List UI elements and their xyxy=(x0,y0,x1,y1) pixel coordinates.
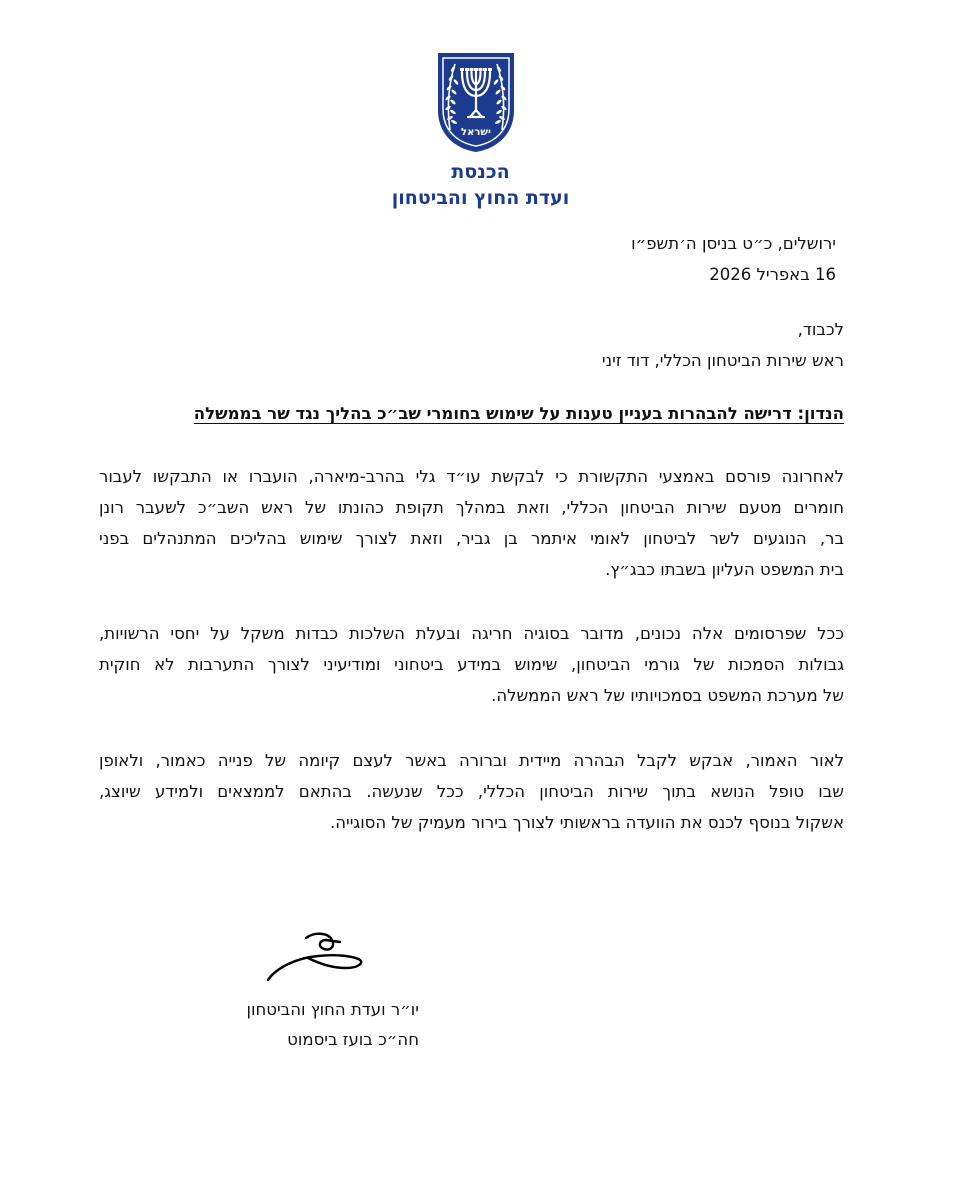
paragraph-line: חומרים מטעם שירות הביטחון הכללי, וזאת במהלך תקופת כהונתו של ראש השב״כ לשעבר רונן xyxy=(99,498,844,517)
committee-name: ועדת החוץ והביטחון xyxy=(391,187,570,209)
state-emblem-icon xyxy=(435,50,517,154)
signer-title: יו״ר ועדת החוץ והביטחון xyxy=(246,1000,419,1019)
hebrew-date: ירושלים, כ״ט בניסן ה׳תשפ״ו xyxy=(631,234,836,253)
signer-name: חה״כ בועז ביסמוט xyxy=(287,1030,419,1049)
paragraph-1 xyxy=(99,461,844,585)
recipient-name: ראש שירות הביטחון הכללי, דוד זיני xyxy=(601,351,844,370)
paragraph-line: בר, הנוגעים לשר לביטחון לאומי איתמר בן גביר, וזאת לצורך שימוש בהליכים המתנהלים בפני xyxy=(99,529,844,548)
subject-line: הנדון: דרישה להבהרות בעניין טענות על שימוש בחומרי שב״כ בהליך נגד שר בממשלה xyxy=(193,404,844,423)
signature-block xyxy=(119,995,419,1055)
paragraph-line: לאחרונה פורסם באמצעי התקשורת כי לבקשת עו״ד גלי בהרב-מיארה, הועברו או התבקשו לעבור xyxy=(99,467,844,486)
paragraph-3 xyxy=(99,745,844,838)
paragraph-2 xyxy=(99,618,844,711)
org-name: הכנסת xyxy=(451,161,510,183)
paragraph-line: של מערכת המשפט בסמכויותיו של ראש הממשלה. xyxy=(491,686,844,705)
paragraph-line: ככל שפרסומים אלה נכונים, מדובר בסוגיה חריגה ובעלת השלכות כבדות משקל על יחסי הרשויות, xyxy=(99,624,844,643)
paragraph-line: בית המשפט העליון בשבתו כבג״ץ. xyxy=(605,560,844,579)
paragraph-line: גבולות הסמכות של גורמי הביטחון, שימוש במידע ביטחוני ומודיעיני לצורך התערבות לא חוקית xyxy=(99,655,844,674)
paragraph-line: שבו טופל הנושא בתוך שירות הביטחון הכללי, ככל שנעשה. בהתאם לממצאים ולמידע שיוצג, xyxy=(99,782,844,801)
paragraph-line: לאור האמור, אבקש לקבל הבהרה מיידית וברורה באשר לעצם קיומה של פנייה כאמור, ולאופן xyxy=(99,751,844,770)
paragraph-line: אשקול בנוסף לכנס את הוועדה בראשותי לצורך בירור מעמיק של הסוגייה. xyxy=(329,813,844,832)
gregorian-date: 16 באפריל 2026 xyxy=(709,265,836,284)
recipient-block xyxy=(344,314,844,376)
emblem-text: ישראל xyxy=(461,127,491,138)
salutation: לכבוד, xyxy=(797,320,844,339)
date-block xyxy=(436,228,836,290)
handwritten-signature-icon xyxy=(262,928,372,988)
